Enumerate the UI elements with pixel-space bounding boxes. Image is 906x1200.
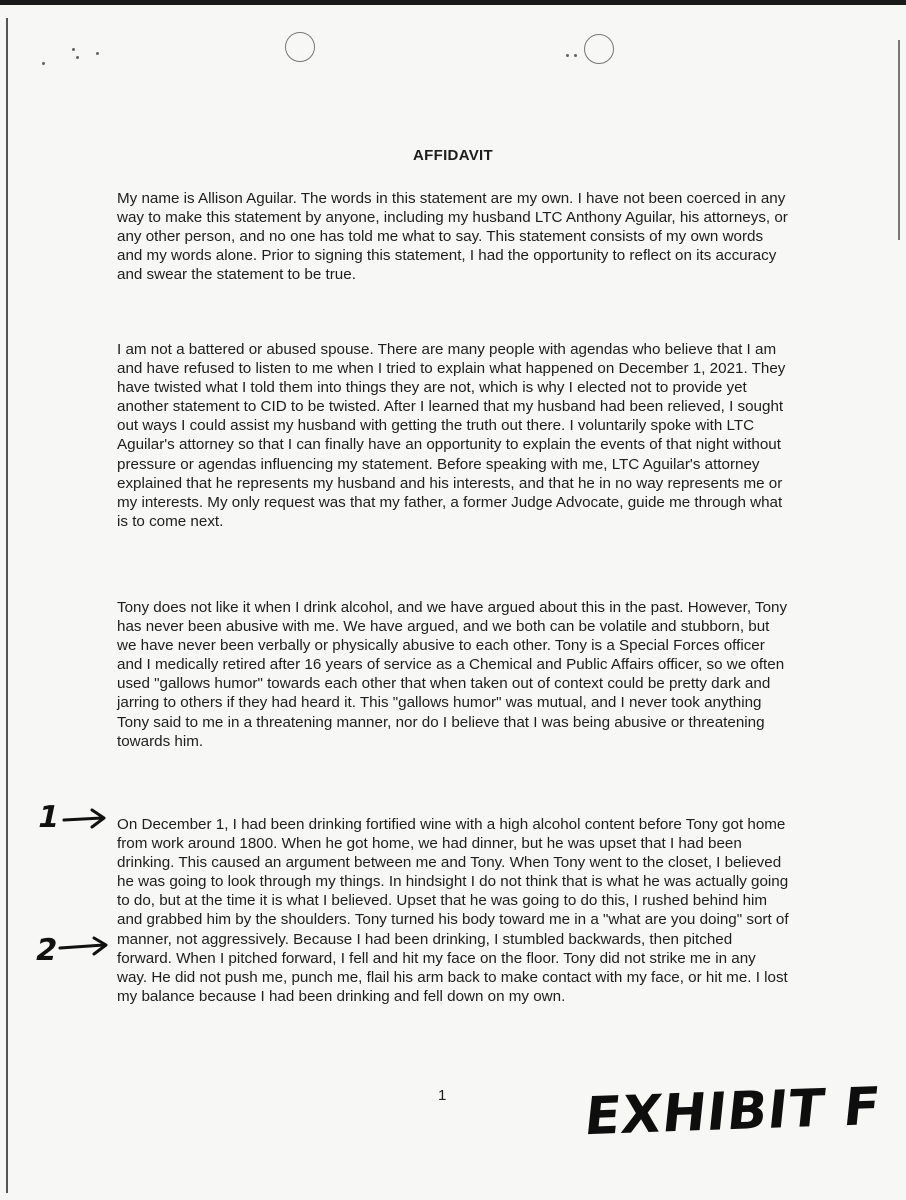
handwritten-arrow-1-icon xyxy=(62,808,112,830)
scan-top-border xyxy=(0,0,906,5)
paragraph-4: On December 1, I had been drinking fortified wine with a high alcohol content before Tony got home from work around 1800. When he got home, we had dinner, but he was upset that I had been drinking. This caused an argument between me and Tony. When Tony went to the closet, I believed he was going to look through my things. In hindsight I do not think that is what he was actually going to do, but at the time it is what I believed. Upset that he was going to do this, I rushed behind him and grabbed him by the shoulders. Tony turned his body toward me in a "what are you doing" sort of manner, not aggressively. Because I had been drinking, I stumbled backwards, then pitched forward. When I pitched forward, I fell and hit my face on the floor. Tony did not strike me in any way. He did not push me, punch me, flail his arm back to make contact with my face, or hit me. I lost my balance because I had been drinking and fell down on my own. xyxy=(117,816,789,1005)
paragraph-3: Tony does not like it when I drink alcohol, and we have argued about this in the past. However, Tony has never been abusive with me. We have argued, and we both can be volatile and stubborn, but we have never been verbally or physically abusive to each other. Tony is a Special Forces officer and I medically retired after 16 years of service as a Chemical and Public Affairs officer, so we often used "gallows humor" towards each other that when taken out of context could be pretty dark and jarring to others if they had heard it. This "gallows humor" was mutual, and I never took anything Tony said to me in a threatening manner, nor do I believe that I was being abusive or threatening towards him. xyxy=(117,599,788,750)
handwritten-exhibit-label: EXHIBIT F xyxy=(581,1076,884,1148)
scan-speck xyxy=(566,54,569,57)
scan-speck xyxy=(96,52,99,55)
punch-hole-right xyxy=(584,34,614,64)
paragraph-1: My name is Allison Aguilar. The words in this statement are my own. I have not been coerced in any way to make this statement by anyone, including my husband LTC Anthony Aguilar, his attorneys, or any other person, and no one has told me what to say. This statement consists of my own words and my words alone. Prior to signing this statement, I had the opportunity to reflect on its accuracy and swear the statement to be true. xyxy=(117,190,788,284)
scan-speck xyxy=(42,62,45,65)
paragraph-2: I am not a battered or abused spouse. There are many people with agendas who believe that I am and have refused to listen to me when I tried to explain what happened on December 1, 2021. They have twisted what I told them into things they are not, which is why I elected not to provide yet another statement to CID to be twisted. After I learned that my husband had been relieved, I sought out ways I could assist my husband with getting the truth out there. I voluntarily spoke with LTC Aguilar's attorney so that I can finally have an opportunity to explain the events of that night without pressure or agendas influencing my statement. Before speaking with me, LTC Aguilar's attorney explained that he represents my husband and his interests, and that he in no way represents me or my interests. My only request was that my father, a former Judge Advocate, guide me through what is to come next. xyxy=(117,341,786,530)
scan-left-edge xyxy=(6,18,8,1193)
handwritten-marker-2: 2 xyxy=(32,933,61,968)
scan-right-edge xyxy=(898,40,900,240)
punch-hole-left xyxy=(285,32,315,62)
scan-speck xyxy=(76,56,79,59)
document-title: AFFIDAVIT xyxy=(413,147,493,164)
handwritten-arrow-2-icon xyxy=(58,936,114,958)
scan-speck xyxy=(574,54,577,57)
scan-speck xyxy=(72,48,75,51)
page-number: 1 xyxy=(438,1087,447,1104)
handwritten-marker-1: 1 xyxy=(34,800,63,835)
